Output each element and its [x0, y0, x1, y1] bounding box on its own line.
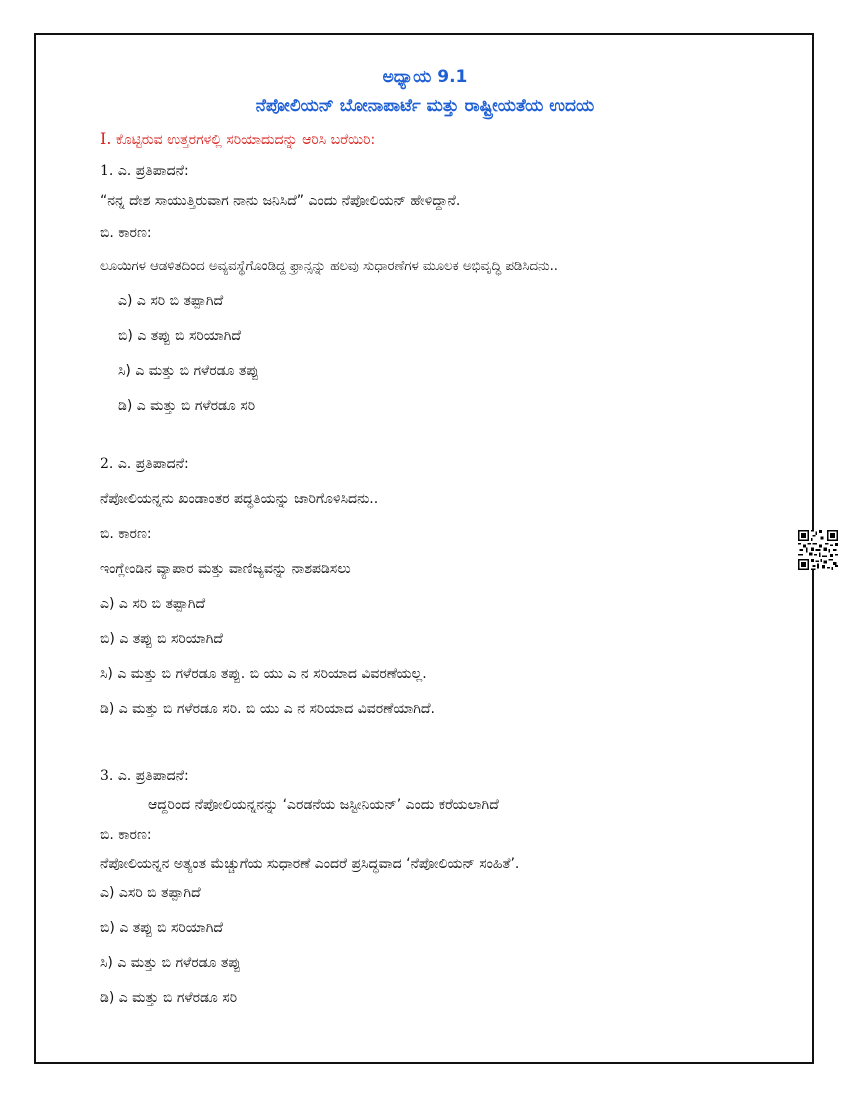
- question-2-option-d[interactable]: ಡಿ) ಎ ಮತ್ತು ಬಿ ಗಳೆರಡೂ ಸರಿ. ಬಿ ಯು ಎ ನ ಸರಿಯಾದ ವಿವರಣೆಯಾಗಿದೆ.: [100, 701, 435, 717]
- question-1-option-b[interactable]: ಬಿ) ಎ ತಪ್ಪು ಬಿ ಸರಿಯಾಗಿದೆ: [118, 328, 241, 344]
- chapter-heading: ಅಧ್ಯಾಯ 9.1: [382, 67, 468, 87]
- question-1-reason: ಲೂಯಿಗಳ ಆಡಳಿತದಿಂದ ಅವ್ಯವಸ್ಥೆಗೊಂಡಿದ್ದ ಫ್ರಾನ್ಸನ್ನು ಹಲವು ಸುಧಾರಣೆಗಳ ಮೂಲಕ ಅಭಿವೃದ್ಧಿ ಪಡಿಸಿದನು..: [100, 259, 559, 274]
- section-numeral: I.: [100, 129, 112, 148]
- question-3-option-b[interactable]: ಬಿ) ಎ ತಪ್ಪು ಬಿ ಸರಿಯಾಗಿದೆ: [100, 920, 223, 936]
- page-border: [34, 33, 814, 1064]
- chapter-title: ನೆಪೋಲಿಯನ್ ಬೋನಾಪಾರ್ಟೆ ಮತ್ತು ರಾಷ್ಟ್ರೀಯತೆಯ ಉದಯ: [255, 96, 595, 116]
- question-3-reason-label: ಬಿ. ಕಾರಣ:: [100, 827, 152, 843]
- question-2-option-a[interactable]: ಎ) ಎ ಸರಿ ಬಿ ತಪ್ಪಾಗಿದೆ: [100, 596, 206, 612]
- question-3-option-c[interactable]: ಸಿ) ಎ ಮತ್ತು ಬಿ ಗಳೆರಡೂ ತಪ್ಪು: [100, 955, 241, 971]
- question-number: 1.: [100, 163, 114, 179]
- question-1-option-c[interactable]: ಸಿ) ಎ ಮತ್ತು ಬಿ ಗಳೆರಡೂ ತಪ್ಪು: [118, 363, 259, 379]
- question-2-assertion: ನೆಪೋಲಿಯನ್ನನು ಖಂಡಾಂತರ ಪದ್ಧತಿಯನ್ನು ಜಾರಿಗೊಳಿಸಿದನು..: [100, 491, 379, 507]
- question-1-option-d[interactable]: ಡಿ) ಎ ಮತ್ತು ಬಿ ಗಳೆರಡೂ ಸರಿ: [118, 398, 256, 414]
- assertion-label: ಎ. ಪ್ರತಿಪಾದನೆ:: [117, 163, 189, 179]
- question-3-assertion: ಆದ್ದರಿಂದ ನೆಪೋಲಿಯನ್ನನನ್ನು ‘ಎರಡನೆಯ ಜಸ್ಟೀನಿಯನ್’ ಎಂದು ಕರೆಯಲಾಗಿದೆ: [148, 797, 499, 813]
- question-3-reason: ನೆಪೋಲಿಯನ್ನನ ಅತ್ಯಂತ ಮೆಚ್ಚುಗೆಯ ಸುಧಾರಣೆ ಎಂದರೆ ಪ್ರಸಿದ್ಧವಾದ ‘ನೆಪೋಲಿಯನ್ ಸಂಹಿತೆ’.: [100, 856, 520, 872]
- question-1-assertion: “ನನ್ನ ದೇಶ ಸಾಯುತ್ತಿರುವಾಗ ನಾನು ಜನಿಸಿದೆ” ಎಂದು ನೆಪೋಲಿಯನ್ ಹೇಳಿದ್ದಾನೆ.: [100, 193, 461, 209]
- question-2-reason: ಇಂಗ್ಲೇಂಡಿನ ವ್ಯಾಪಾರ ಮತ್ತು ವಾಣಿಜ್ಯವನ್ನು ನಾಶಪಡಿಸಲು: [100, 561, 351, 577]
- qr-code-icon[interactable]: [798, 530, 838, 570]
- assertion-label: ಎ. ಪ್ರತಿಪಾದನೆ:: [117, 456, 189, 472]
- instruction: [100, 129, 375, 148]
- question-1-reason-label: ಬಿ. ಕಾರಣ:: [100, 225, 152, 241]
- question-1-assertion-label: [100, 163, 189, 179]
- question-3-option-a[interactable]: ಎ) ಎಸರಿ ಬಿ ತಪ್ಪಾಗಿದೆ: [100, 885, 201, 901]
- question-2-reason-label: ಬಿ. ಕಾರಣ:: [100, 526, 152, 542]
- question-2-assertion-label: [100, 456, 189, 472]
- instruction-text: ಕೊಟ್ಟಿರುವ ಉತ್ತರಗಳಲ್ಲಿ ಸರಿಯಾದುದನ್ನು ಆರಿಸಿ ಬರೆಯಿರಿ:: [115, 132, 376, 148]
- question-2-option-b[interactable]: ಬಿ) ಎ ತಪ್ಪು ಬಿ ಸರಿಯಾಗಿದೆ: [100, 631, 223, 647]
- question-1-option-a[interactable]: ಎ) ಎ ಸರಿ ಬಿ ತಪ್ಪಾಗಿದೆ: [118, 293, 224, 309]
- question-3-option-d[interactable]: ಡಿ) ಎ ಮತ್ತು ಬಿ ಗಳೆರಡೂ ಸರಿ: [100, 990, 238, 1006]
- question-number: 3.: [100, 768, 114, 784]
- question-number: 2.: [100, 456, 114, 472]
- assertion-label: ಎ. ಪ್ರತಿಪಾದನೆ:: [117, 768, 189, 784]
- question-2-option-c[interactable]: ಸಿ) ಎ ಮತ್ತು ಬಿ ಗಳೆರಡೂ ತಪ್ಪು. ಬಿ ಯು ಎ ನ ಸರಿಯಾದ ವಿವರಣೆಯಲ್ಲ.: [100, 666, 427, 682]
- question-3-assertion-label: [100, 768, 189, 784]
